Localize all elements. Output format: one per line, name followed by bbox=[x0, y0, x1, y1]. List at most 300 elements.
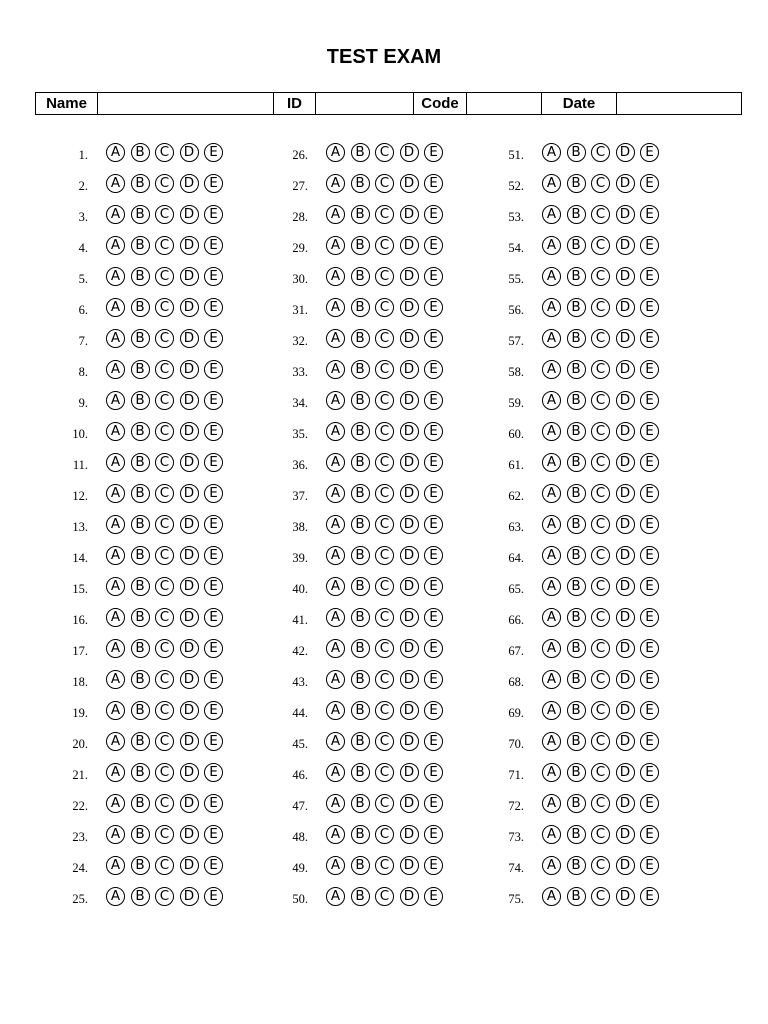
answer-bubble-d[interactable]: D bbox=[180, 143, 199, 162]
answer-bubble-d[interactable]: D bbox=[400, 453, 419, 472]
answer-bubble-b[interactable]: B bbox=[351, 639, 370, 658]
answer-bubble-b[interactable]: B bbox=[567, 670, 586, 689]
answer-bubble-a[interactable]: A bbox=[106, 484, 125, 503]
answer-bubble-c[interactable]: C bbox=[591, 236, 610, 255]
answer-bubble-d[interactable]: D bbox=[400, 205, 419, 224]
answer-bubble-a[interactable]: A bbox=[106, 608, 125, 627]
answer-bubble-d[interactable]: D bbox=[616, 422, 635, 441]
answer-bubble-a[interactable]: A bbox=[326, 546, 345, 565]
answer-bubble-c[interactable]: C bbox=[591, 205, 610, 224]
answer-bubble-d[interactable]: D bbox=[180, 453, 199, 472]
answer-bubble-c[interactable]: C bbox=[155, 794, 174, 813]
answer-bubble-b[interactable]: B bbox=[131, 453, 150, 472]
answer-bubble-d[interactable]: D bbox=[400, 329, 419, 348]
answer-bubble-e[interactable]: E bbox=[204, 763, 223, 782]
answer-bubble-c[interactable]: C bbox=[591, 825, 610, 844]
answer-bubble-b[interactable]: B bbox=[131, 825, 150, 844]
answer-bubble-b[interactable]: B bbox=[131, 732, 150, 751]
answer-bubble-e[interactable]: E bbox=[204, 825, 223, 844]
answer-bubble-b[interactable]: B bbox=[131, 639, 150, 658]
answer-bubble-d[interactable]: D bbox=[616, 453, 635, 472]
answer-bubble-c[interactable]: C bbox=[375, 732, 394, 751]
answer-bubble-e[interactable]: E bbox=[424, 329, 443, 348]
answer-bubble-b[interactable]: B bbox=[131, 329, 150, 348]
answer-bubble-a[interactable]: A bbox=[106, 360, 125, 379]
answer-bubble-e[interactable]: E bbox=[204, 143, 223, 162]
answer-bubble-d[interactable]: D bbox=[400, 670, 419, 689]
answer-bubble-d[interactable]: D bbox=[400, 174, 419, 193]
answer-bubble-a[interactable]: A bbox=[106, 236, 125, 255]
answer-bubble-b[interactable]: B bbox=[131, 267, 150, 286]
answer-bubble-d[interactable]: D bbox=[180, 763, 199, 782]
answer-bubble-c[interactable]: C bbox=[591, 732, 610, 751]
answer-bubble-a[interactable]: A bbox=[326, 360, 345, 379]
answer-bubble-c[interactable]: C bbox=[591, 360, 610, 379]
answer-bubble-a[interactable]: A bbox=[106, 453, 125, 472]
answer-bubble-e[interactable]: E bbox=[640, 670, 659, 689]
answer-bubble-c[interactable]: C bbox=[591, 546, 610, 565]
answer-bubble-a[interactable]: A bbox=[106, 205, 125, 224]
answer-bubble-d[interactable]: D bbox=[616, 639, 635, 658]
answer-bubble-d[interactable]: D bbox=[616, 763, 635, 782]
answer-bubble-a[interactable]: A bbox=[326, 701, 345, 720]
answer-bubble-d[interactable]: D bbox=[616, 484, 635, 503]
answer-bubble-c[interactable]: C bbox=[375, 360, 394, 379]
answer-bubble-a[interactable]: A bbox=[106, 267, 125, 286]
answer-bubble-b[interactable]: B bbox=[131, 763, 150, 782]
answer-bubble-a[interactable]: A bbox=[326, 329, 345, 348]
answer-bubble-d[interactable]: D bbox=[180, 856, 199, 875]
answer-bubble-a[interactable]: A bbox=[542, 174, 561, 193]
answer-bubble-c[interactable]: C bbox=[375, 670, 394, 689]
answer-bubble-d[interactable]: D bbox=[616, 391, 635, 410]
answer-bubble-e[interactable]: E bbox=[640, 484, 659, 503]
answer-bubble-c[interactable]: C bbox=[591, 763, 610, 782]
answer-bubble-d[interactable]: D bbox=[180, 422, 199, 441]
answer-bubble-a[interactable]: A bbox=[542, 391, 561, 410]
answer-bubble-e[interactable]: E bbox=[640, 391, 659, 410]
answer-bubble-b[interactable]: B bbox=[567, 763, 586, 782]
answer-bubble-c[interactable]: C bbox=[375, 298, 394, 317]
answer-bubble-a[interactable]: A bbox=[106, 329, 125, 348]
answer-bubble-c[interactable]: C bbox=[155, 174, 174, 193]
answer-bubble-d[interactable]: D bbox=[616, 143, 635, 162]
answer-bubble-a[interactable]: A bbox=[106, 732, 125, 751]
answer-bubble-a[interactable]: A bbox=[326, 143, 345, 162]
answer-bubble-b[interactable]: B bbox=[351, 174, 370, 193]
answer-bubble-e[interactable]: E bbox=[424, 391, 443, 410]
answer-bubble-b[interactable]: B bbox=[351, 608, 370, 627]
answer-bubble-a[interactable]: A bbox=[542, 825, 561, 844]
answer-bubble-e[interactable]: E bbox=[424, 577, 443, 596]
answer-bubble-b[interactable]: B bbox=[131, 143, 150, 162]
answer-bubble-e[interactable]: E bbox=[424, 887, 443, 906]
answer-bubble-d[interactable]: D bbox=[400, 298, 419, 317]
answer-bubble-d[interactable]: D bbox=[616, 267, 635, 286]
answer-bubble-c[interactable]: C bbox=[155, 515, 174, 534]
answer-bubble-b[interactable]: B bbox=[351, 794, 370, 813]
answer-bubble-c[interactable]: C bbox=[375, 546, 394, 565]
answer-bubble-d[interactable]: D bbox=[180, 515, 199, 534]
answer-bubble-b[interactable]: B bbox=[567, 608, 586, 627]
answer-bubble-a[interactable]: A bbox=[326, 763, 345, 782]
answer-bubble-e[interactable]: E bbox=[204, 484, 223, 503]
answer-bubble-c[interactable]: C bbox=[591, 794, 610, 813]
answer-bubble-e[interactable]: E bbox=[204, 577, 223, 596]
answer-bubble-b[interactable]: B bbox=[351, 391, 370, 410]
answer-bubble-a[interactable]: A bbox=[326, 174, 345, 193]
answer-bubble-a[interactable]: A bbox=[542, 763, 561, 782]
answer-bubble-c[interactable]: C bbox=[591, 701, 610, 720]
answer-bubble-c[interactable]: C bbox=[155, 639, 174, 658]
answer-bubble-a[interactable]: A bbox=[326, 515, 345, 534]
answer-bubble-d[interactable]: D bbox=[400, 515, 419, 534]
answer-bubble-d[interactable]: D bbox=[180, 236, 199, 255]
answer-bubble-a[interactable]: A bbox=[542, 329, 561, 348]
answer-bubble-b[interactable]: B bbox=[131, 422, 150, 441]
answer-bubble-e[interactable]: E bbox=[640, 515, 659, 534]
answer-bubble-b[interactable]: B bbox=[351, 484, 370, 503]
answer-bubble-c[interactable]: C bbox=[155, 701, 174, 720]
answer-bubble-b[interactable]: B bbox=[567, 856, 586, 875]
answer-bubble-e[interactable]: E bbox=[424, 236, 443, 255]
answer-bubble-b[interactable]: B bbox=[131, 174, 150, 193]
answer-bubble-d[interactable]: D bbox=[400, 577, 419, 596]
answer-bubble-b[interactable]: B bbox=[567, 422, 586, 441]
answer-bubble-e[interactable]: E bbox=[204, 298, 223, 317]
answer-bubble-e[interactable]: E bbox=[204, 515, 223, 534]
answer-bubble-c[interactable]: C bbox=[155, 453, 174, 472]
answer-bubble-a[interactable]: A bbox=[542, 205, 561, 224]
answer-bubble-c[interactable]: C bbox=[591, 670, 610, 689]
answer-bubble-d[interactable]: D bbox=[180, 205, 199, 224]
answer-bubble-a[interactable]: A bbox=[542, 701, 561, 720]
answer-bubble-a[interactable]: A bbox=[326, 639, 345, 658]
answer-bubble-e[interactable]: E bbox=[424, 515, 443, 534]
answer-bubble-d[interactable]: D bbox=[400, 856, 419, 875]
answer-bubble-a[interactable]: A bbox=[106, 825, 125, 844]
answer-bubble-b[interactable]: B bbox=[567, 887, 586, 906]
answer-bubble-b[interactable]: B bbox=[351, 763, 370, 782]
answer-bubble-b[interactable]: B bbox=[567, 453, 586, 472]
answer-bubble-c[interactable]: C bbox=[591, 484, 610, 503]
answer-bubble-b[interactable]: B bbox=[351, 515, 370, 534]
answer-bubble-c[interactable]: C bbox=[591, 391, 610, 410]
answer-bubble-e[interactable]: E bbox=[204, 794, 223, 813]
answer-bubble-a[interactable]: A bbox=[542, 608, 561, 627]
answer-bubble-d[interactable]: D bbox=[616, 329, 635, 348]
answer-bubble-a[interactable]: A bbox=[106, 856, 125, 875]
answer-bubble-c[interactable]: C bbox=[591, 577, 610, 596]
answer-bubble-e[interactable]: E bbox=[204, 267, 223, 286]
answer-bubble-a[interactable]: A bbox=[106, 422, 125, 441]
date-field[interactable] bbox=[617, 93, 742, 115]
answer-bubble-b[interactable]: B bbox=[131, 484, 150, 503]
answer-bubble-d[interactable]: D bbox=[180, 825, 199, 844]
answer-bubble-e[interactable]: E bbox=[204, 205, 223, 224]
answer-bubble-e[interactable]: E bbox=[424, 484, 443, 503]
answer-bubble-d[interactable]: D bbox=[616, 577, 635, 596]
answer-bubble-b[interactable]: B bbox=[131, 856, 150, 875]
answer-bubble-c[interactable]: C bbox=[591, 267, 610, 286]
answer-bubble-c[interactable]: C bbox=[375, 422, 394, 441]
answer-bubble-d[interactable]: D bbox=[616, 701, 635, 720]
answer-bubble-b[interactable]: B bbox=[131, 546, 150, 565]
answer-bubble-c[interactable]: C bbox=[375, 236, 394, 255]
answer-bubble-d[interactable]: D bbox=[400, 546, 419, 565]
answer-bubble-b[interactable]: B bbox=[351, 205, 370, 224]
answer-bubble-c[interactable]: C bbox=[155, 298, 174, 317]
answer-bubble-a[interactable]: A bbox=[326, 391, 345, 410]
answer-bubble-e[interactable]: E bbox=[424, 763, 443, 782]
answer-bubble-a[interactable]: A bbox=[106, 577, 125, 596]
answer-bubble-e[interactable]: E bbox=[424, 701, 443, 720]
answer-bubble-b[interactable]: B bbox=[351, 236, 370, 255]
answer-bubble-e[interactable]: E bbox=[204, 701, 223, 720]
answer-bubble-d[interactable]: D bbox=[616, 887, 635, 906]
answer-bubble-e[interactable]: E bbox=[640, 174, 659, 193]
answer-bubble-a[interactable]: A bbox=[542, 639, 561, 658]
answer-bubble-c[interactable]: C bbox=[591, 608, 610, 627]
answer-bubble-d[interactable]: D bbox=[180, 639, 199, 658]
answer-bubble-a[interactable]: A bbox=[326, 577, 345, 596]
answer-bubble-a[interactable]: A bbox=[326, 732, 345, 751]
answer-bubble-b[interactable]: B bbox=[131, 794, 150, 813]
answer-bubble-c[interactable]: C bbox=[375, 267, 394, 286]
answer-bubble-a[interactable]: A bbox=[326, 205, 345, 224]
answer-bubble-d[interactable]: D bbox=[616, 236, 635, 255]
answer-bubble-e[interactable]: E bbox=[640, 608, 659, 627]
answer-bubble-d[interactable]: D bbox=[180, 887, 199, 906]
answer-bubble-c[interactable]: C bbox=[375, 608, 394, 627]
answer-bubble-d[interactable]: D bbox=[180, 670, 199, 689]
answer-bubble-e[interactable]: E bbox=[640, 360, 659, 379]
answer-bubble-e[interactable]: E bbox=[424, 360, 443, 379]
answer-bubble-e[interactable]: E bbox=[640, 267, 659, 286]
answer-bubble-b[interactable]: B bbox=[567, 236, 586, 255]
answer-bubble-d[interactable]: D bbox=[400, 143, 419, 162]
answer-bubble-e[interactable]: E bbox=[640, 732, 659, 751]
answer-bubble-e[interactable]: E bbox=[424, 732, 443, 751]
answer-bubble-c[interactable]: C bbox=[155, 732, 174, 751]
answer-bubble-d[interactable]: D bbox=[180, 577, 199, 596]
answer-bubble-b[interactable]: B bbox=[131, 608, 150, 627]
answer-bubble-d[interactable]: D bbox=[400, 825, 419, 844]
answer-bubble-a[interactable]: A bbox=[106, 143, 125, 162]
answer-bubble-a[interactable]: A bbox=[542, 887, 561, 906]
answer-bubble-c[interactable]: C bbox=[155, 546, 174, 565]
answer-bubble-c[interactable]: C bbox=[375, 887, 394, 906]
answer-bubble-b[interactable]: B bbox=[131, 205, 150, 224]
answer-bubble-c[interactable]: C bbox=[375, 515, 394, 534]
answer-bubble-b[interactable]: B bbox=[567, 515, 586, 534]
answer-bubble-e[interactable]: E bbox=[424, 267, 443, 286]
answer-bubble-b[interactable]: B bbox=[351, 422, 370, 441]
answer-bubble-d[interactable]: D bbox=[180, 794, 199, 813]
answer-bubble-d[interactable]: D bbox=[180, 546, 199, 565]
answer-bubble-b[interactable]: B bbox=[131, 701, 150, 720]
answer-bubble-b[interactable]: B bbox=[131, 515, 150, 534]
answer-bubble-d[interactable]: D bbox=[616, 794, 635, 813]
answer-bubble-b[interactable]: B bbox=[351, 267, 370, 286]
answer-bubble-d[interactable]: D bbox=[180, 174, 199, 193]
answer-bubble-a[interactable]: A bbox=[542, 422, 561, 441]
answer-bubble-c[interactable]: C bbox=[375, 794, 394, 813]
answer-bubble-b[interactable]: B bbox=[567, 825, 586, 844]
answer-bubble-c[interactable]: C bbox=[155, 391, 174, 410]
answer-bubble-e[interactable]: E bbox=[204, 608, 223, 627]
answer-bubble-a[interactable]: A bbox=[326, 298, 345, 317]
answer-bubble-b[interactable]: B bbox=[567, 143, 586, 162]
answer-bubble-b[interactable]: B bbox=[567, 732, 586, 751]
answer-bubble-b[interactable]: B bbox=[351, 577, 370, 596]
answer-bubble-b[interactable]: B bbox=[567, 794, 586, 813]
answer-bubble-b[interactable]: B bbox=[131, 236, 150, 255]
answer-bubble-b[interactable]: B bbox=[567, 484, 586, 503]
answer-bubble-c[interactable]: C bbox=[155, 825, 174, 844]
answer-bubble-d[interactable]: D bbox=[616, 825, 635, 844]
answer-bubble-c[interactable]: C bbox=[591, 453, 610, 472]
answer-bubble-a[interactable]: A bbox=[326, 670, 345, 689]
answer-bubble-b[interactable]: B bbox=[131, 670, 150, 689]
answer-bubble-d[interactable]: D bbox=[616, 205, 635, 224]
answer-bubble-c[interactable]: C bbox=[375, 763, 394, 782]
answer-bubble-a[interactable]: A bbox=[542, 515, 561, 534]
answer-bubble-a[interactable]: A bbox=[326, 484, 345, 503]
answer-bubble-c[interactable]: C bbox=[375, 825, 394, 844]
answer-bubble-b[interactable]: B bbox=[351, 670, 370, 689]
answer-bubble-e[interactable]: E bbox=[204, 856, 223, 875]
answer-bubble-d[interactable]: D bbox=[180, 360, 199, 379]
answer-bubble-c[interactable]: C bbox=[375, 329, 394, 348]
answer-bubble-e[interactable]: E bbox=[640, 236, 659, 255]
answer-bubble-e[interactable]: E bbox=[640, 825, 659, 844]
answer-bubble-a[interactable]: A bbox=[106, 887, 125, 906]
answer-bubble-e[interactable]: E bbox=[424, 174, 443, 193]
answer-bubble-b[interactable]: B bbox=[351, 329, 370, 348]
answer-bubble-b[interactable]: B bbox=[567, 174, 586, 193]
answer-bubble-b[interactable]: B bbox=[351, 360, 370, 379]
answer-bubble-e[interactable]: E bbox=[640, 794, 659, 813]
code-field[interactable] bbox=[467, 93, 542, 115]
answer-bubble-d[interactable]: D bbox=[616, 298, 635, 317]
answer-bubble-e[interactable]: E bbox=[424, 825, 443, 844]
answer-bubble-d[interactable]: D bbox=[400, 484, 419, 503]
answer-bubble-e[interactable]: E bbox=[204, 391, 223, 410]
answer-bubble-c[interactable]: C bbox=[155, 670, 174, 689]
answer-bubble-c[interactable]: C bbox=[591, 329, 610, 348]
answer-bubble-d[interactable]: D bbox=[616, 732, 635, 751]
answer-bubble-d[interactable]: D bbox=[400, 794, 419, 813]
answer-bubble-c[interactable]: C bbox=[155, 205, 174, 224]
answer-bubble-e[interactable]: E bbox=[204, 453, 223, 472]
answer-bubble-d[interactable]: D bbox=[400, 701, 419, 720]
answer-bubble-b[interactable]: B bbox=[567, 577, 586, 596]
answer-bubble-b[interactable]: B bbox=[567, 391, 586, 410]
answer-bubble-b[interactable]: B bbox=[351, 546, 370, 565]
answer-bubble-e[interactable]: E bbox=[204, 329, 223, 348]
answer-bubble-d[interactable]: D bbox=[400, 639, 419, 658]
answer-bubble-d[interactable]: D bbox=[400, 608, 419, 627]
answer-bubble-a[interactable]: A bbox=[326, 236, 345, 255]
answer-bubble-d[interactable]: D bbox=[616, 174, 635, 193]
answer-bubble-a[interactable]: A bbox=[106, 670, 125, 689]
answer-bubble-b[interactable]: B bbox=[567, 360, 586, 379]
answer-bubble-b[interactable]: B bbox=[131, 298, 150, 317]
answer-bubble-a[interactable]: A bbox=[106, 701, 125, 720]
answer-bubble-a[interactable]: A bbox=[326, 422, 345, 441]
answer-bubble-a[interactable]: A bbox=[542, 546, 561, 565]
answer-bubble-e[interactable]: E bbox=[204, 887, 223, 906]
answer-bubble-c[interactable]: C bbox=[591, 887, 610, 906]
answer-bubble-c[interactable]: C bbox=[375, 205, 394, 224]
answer-bubble-b[interactable]: B bbox=[567, 298, 586, 317]
answer-bubble-e[interactable]: E bbox=[424, 422, 443, 441]
answer-bubble-b[interactable]: B bbox=[131, 887, 150, 906]
answer-bubble-b[interactable]: B bbox=[351, 701, 370, 720]
answer-bubble-c[interactable]: C bbox=[155, 329, 174, 348]
answer-bubble-d[interactable]: D bbox=[180, 298, 199, 317]
answer-bubble-a[interactable]: A bbox=[326, 825, 345, 844]
answer-bubble-e[interactable]: E bbox=[640, 453, 659, 472]
answer-bubble-c[interactable]: C bbox=[375, 856, 394, 875]
answer-bubble-a[interactable]: A bbox=[542, 856, 561, 875]
answer-bubble-d[interactable]: D bbox=[400, 391, 419, 410]
answer-bubble-b[interactable]: B bbox=[351, 143, 370, 162]
answer-bubble-c[interactable]: C bbox=[375, 639, 394, 658]
id-field[interactable] bbox=[316, 93, 414, 115]
answer-bubble-c[interactable]: C bbox=[591, 515, 610, 534]
answer-bubble-e[interactable]: E bbox=[424, 205, 443, 224]
answer-bubble-a[interactable]: A bbox=[106, 763, 125, 782]
answer-bubble-d[interactable]: D bbox=[180, 391, 199, 410]
answer-bubble-e[interactable]: E bbox=[640, 887, 659, 906]
answer-bubble-e[interactable]: E bbox=[204, 732, 223, 751]
answer-bubble-a[interactable]: A bbox=[326, 887, 345, 906]
answer-bubble-b[interactable]: B bbox=[567, 546, 586, 565]
answer-bubble-d[interactable]: D bbox=[400, 236, 419, 255]
answer-bubble-b[interactable]: B bbox=[567, 701, 586, 720]
answer-bubble-b[interactable]: B bbox=[567, 267, 586, 286]
answer-bubble-a[interactable]: A bbox=[106, 391, 125, 410]
answer-bubble-e[interactable]: E bbox=[640, 298, 659, 317]
answer-bubble-c[interactable]: C bbox=[591, 174, 610, 193]
answer-bubble-e[interactable]: E bbox=[204, 639, 223, 658]
answer-bubble-a[interactable]: A bbox=[542, 794, 561, 813]
answer-bubble-d[interactable]: D bbox=[400, 887, 419, 906]
answer-bubble-a[interactable]: A bbox=[106, 794, 125, 813]
answer-bubble-c[interactable]: C bbox=[375, 577, 394, 596]
answer-bubble-e[interactable]: E bbox=[424, 608, 443, 627]
answer-bubble-e[interactable]: E bbox=[640, 546, 659, 565]
answer-bubble-c[interactable]: C bbox=[155, 763, 174, 782]
answer-bubble-d[interactable]: D bbox=[180, 608, 199, 627]
answer-bubble-c[interactable]: C bbox=[375, 701, 394, 720]
answer-bubble-b[interactable]: B bbox=[131, 577, 150, 596]
answer-bubble-c[interactable]: C bbox=[155, 267, 174, 286]
answer-bubble-d[interactable]: D bbox=[400, 267, 419, 286]
answer-bubble-e[interactable]: E bbox=[204, 670, 223, 689]
answer-bubble-e[interactable]: E bbox=[640, 577, 659, 596]
answer-bubble-e[interactable]: E bbox=[424, 143, 443, 162]
answer-bubble-d[interactable]: D bbox=[400, 763, 419, 782]
answer-bubble-d[interactable]: D bbox=[180, 484, 199, 503]
answer-bubble-a[interactable]: A bbox=[326, 856, 345, 875]
answer-bubble-b[interactable]: B bbox=[567, 639, 586, 658]
answer-bubble-d[interactable]: D bbox=[180, 732, 199, 751]
answer-bubble-b[interactable]: B bbox=[131, 391, 150, 410]
answer-bubble-c[interactable]: C bbox=[375, 484, 394, 503]
